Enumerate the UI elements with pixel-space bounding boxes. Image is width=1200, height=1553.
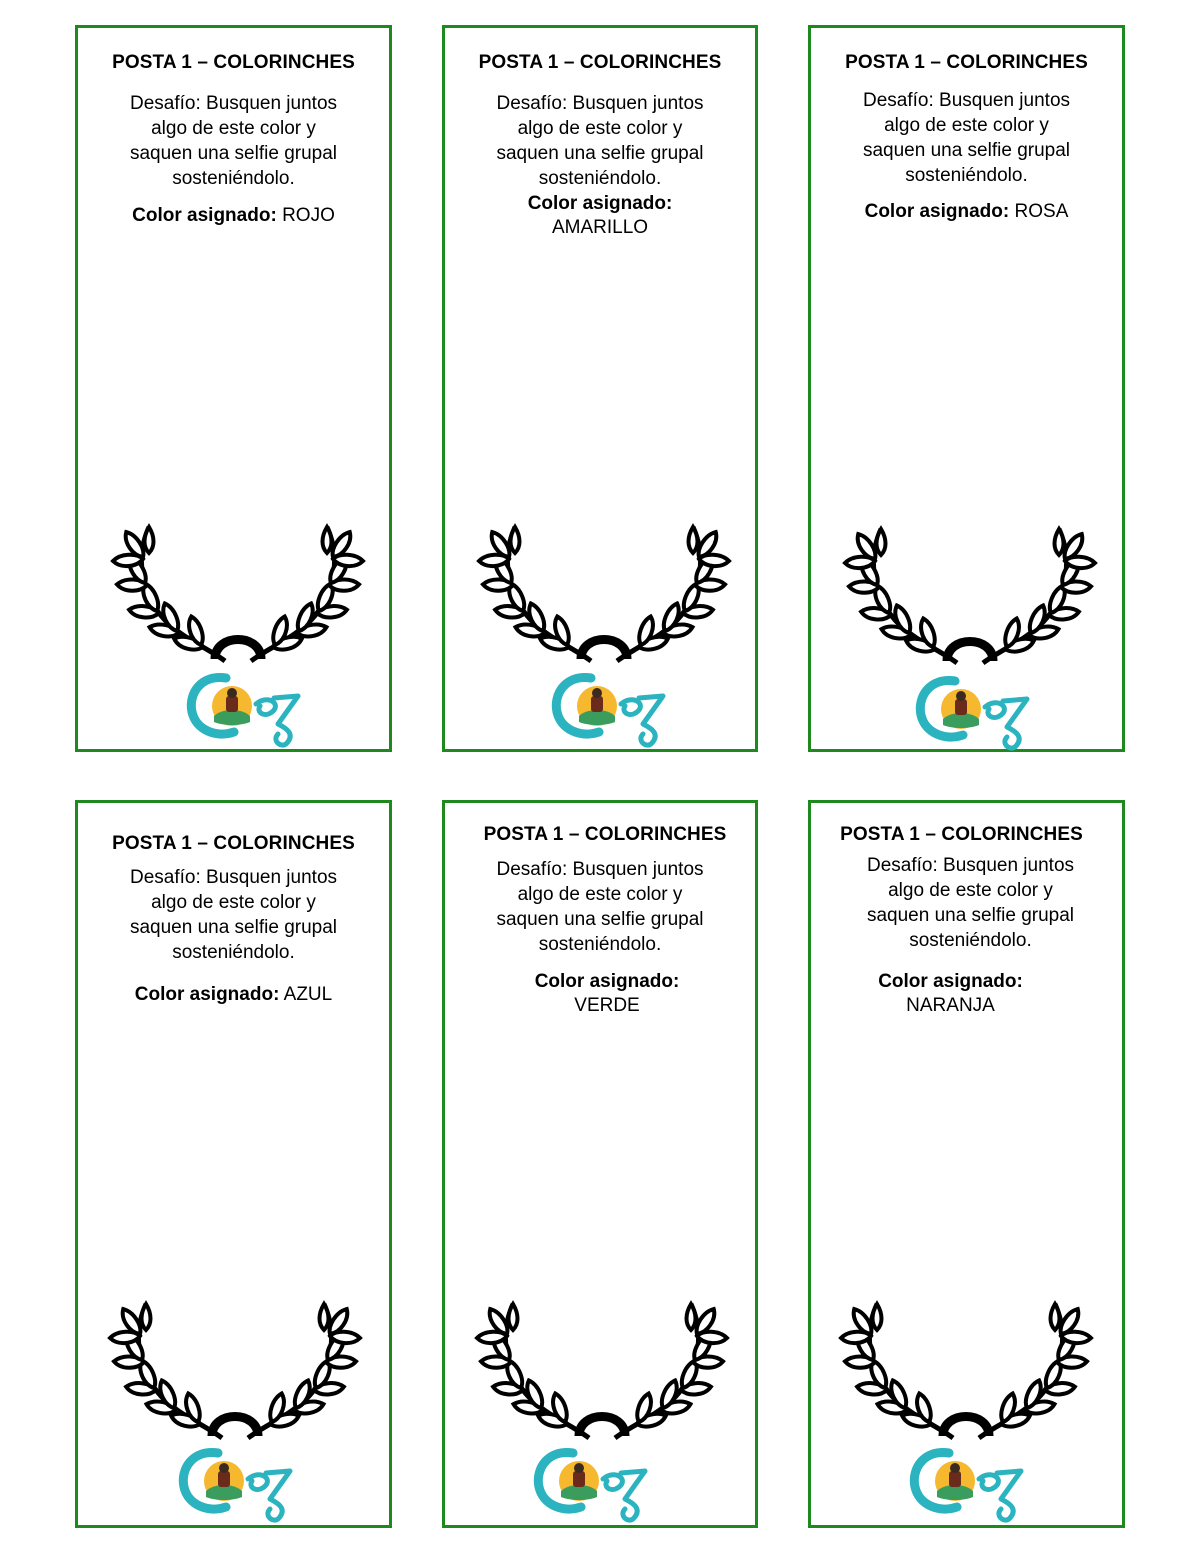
- card-title: POSTA 1 – COLORINCHES: [112, 833, 355, 854]
- color-label: Color asignado:: [864, 201, 1010, 222]
- color-value: AMARILLO: [551, 217, 649, 238]
- card-color: [819, 200, 1114, 224]
- card-color: [453, 970, 747, 1018]
- cez-logo: [533, 1443, 663, 1523]
- card-2: [442, 25, 758, 752]
- cez-logo: [551, 668, 681, 748]
- color-label: Color asignado:: [134, 984, 280, 1005]
- laurel-wreath-icon: [103, 513, 373, 663]
- card-title: POSTA 1 – COLORINCHES: [845, 52, 1088, 73]
- color-label: Color asignado:: [878, 971, 1023, 992]
- card-challenge: Desafío: Busquen juntos algo de este color y saquen una selfie grupal sosteniéndolo.: [862, 90, 1071, 186]
- card-title: POSTA 1 – COLORINCHES: [840, 824, 1083, 845]
- card-4: [75, 800, 392, 1528]
- color-value: NARANJA: [906, 995, 995, 1016]
- card-5: [442, 800, 758, 1528]
- card-color: [819, 970, 1082, 1018]
- laurel-wreath-icon: [467, 1290, 737, 1440]
- laurel-wreath-icon: [831, 1290, 1101, 1440]
- laurel-wreath-icon: [100, 1290, 370, 1440]
- card-challenge: Desafío: Busquen juntos algo de este color y saquen una selfie grupal sosteniéndolo.: [496, 859, 704, 955]
- card-3: [808, 25, 1125, 752]
- card-challenge: Desafío: Busquen juntos algo de este color y saquen una selfie grupal sosteniéndolo.: [866, 855, 1075, 951]
- color-value: AZUL: [283, 984, 333, 1005]
- card-challenge: Desafío: Busquen juntos algo de este color y saquen una selfie grupal sosteniéndolo.: [129, 93, 338, 189]
- card-title: POSTA 1 – COLORINCHES: [112, 52, 355, 73]
- color-value: ROJO: [282, 205, 335, 226]
- card-challenge: Desafío: Busquen juntos algo de este color y saquen una selfie grupal sosteniéndolo.: [129, 867, 338, 963]
- card-challenge: Desafío: Busquen juntos algo de este color y saquen una selfie grupal sosteniéndolo.: [496, 93, 704, 189]
- laurel-wreath-icon: [469, 513, 739, 663]
- laurel-wreath-icon: [835, 515, 1105, 665]
- card-6: [808, 800, 1125, 1528]
- card-color: [86, 204, 381, 228]
- card-title: POSTA 1 – COLORINCHES: [478, 52, 722, 73]
- color-label: Color asignado:: [527, 193, 673, 214]
- color-label: Color asignado:: [534, 971, 680, 992]
- card-1: [75, 25, 392, 752]
- cez-logo: [915, 671, 1045, 751]
- cez-logo: [909, 1443, 1039, 1523]
- cez-logo: [186, 668, 316, 748]
- card-color: [86, 983, 381, 1007]
- card-color: [453, 192, 747, 240]
- color-value: VERDE: [574, 995, 640, 1016]
- color-label: Color asignado:: [132, 205, 277, 226]
- card-title: POSTA 1 – COLORINCHES: [483, 824, 727, 845]
- cez-logo: [178, 1443, 308, 1523]
- color-value: ROSA: [1014, 201, 1069, 222]
